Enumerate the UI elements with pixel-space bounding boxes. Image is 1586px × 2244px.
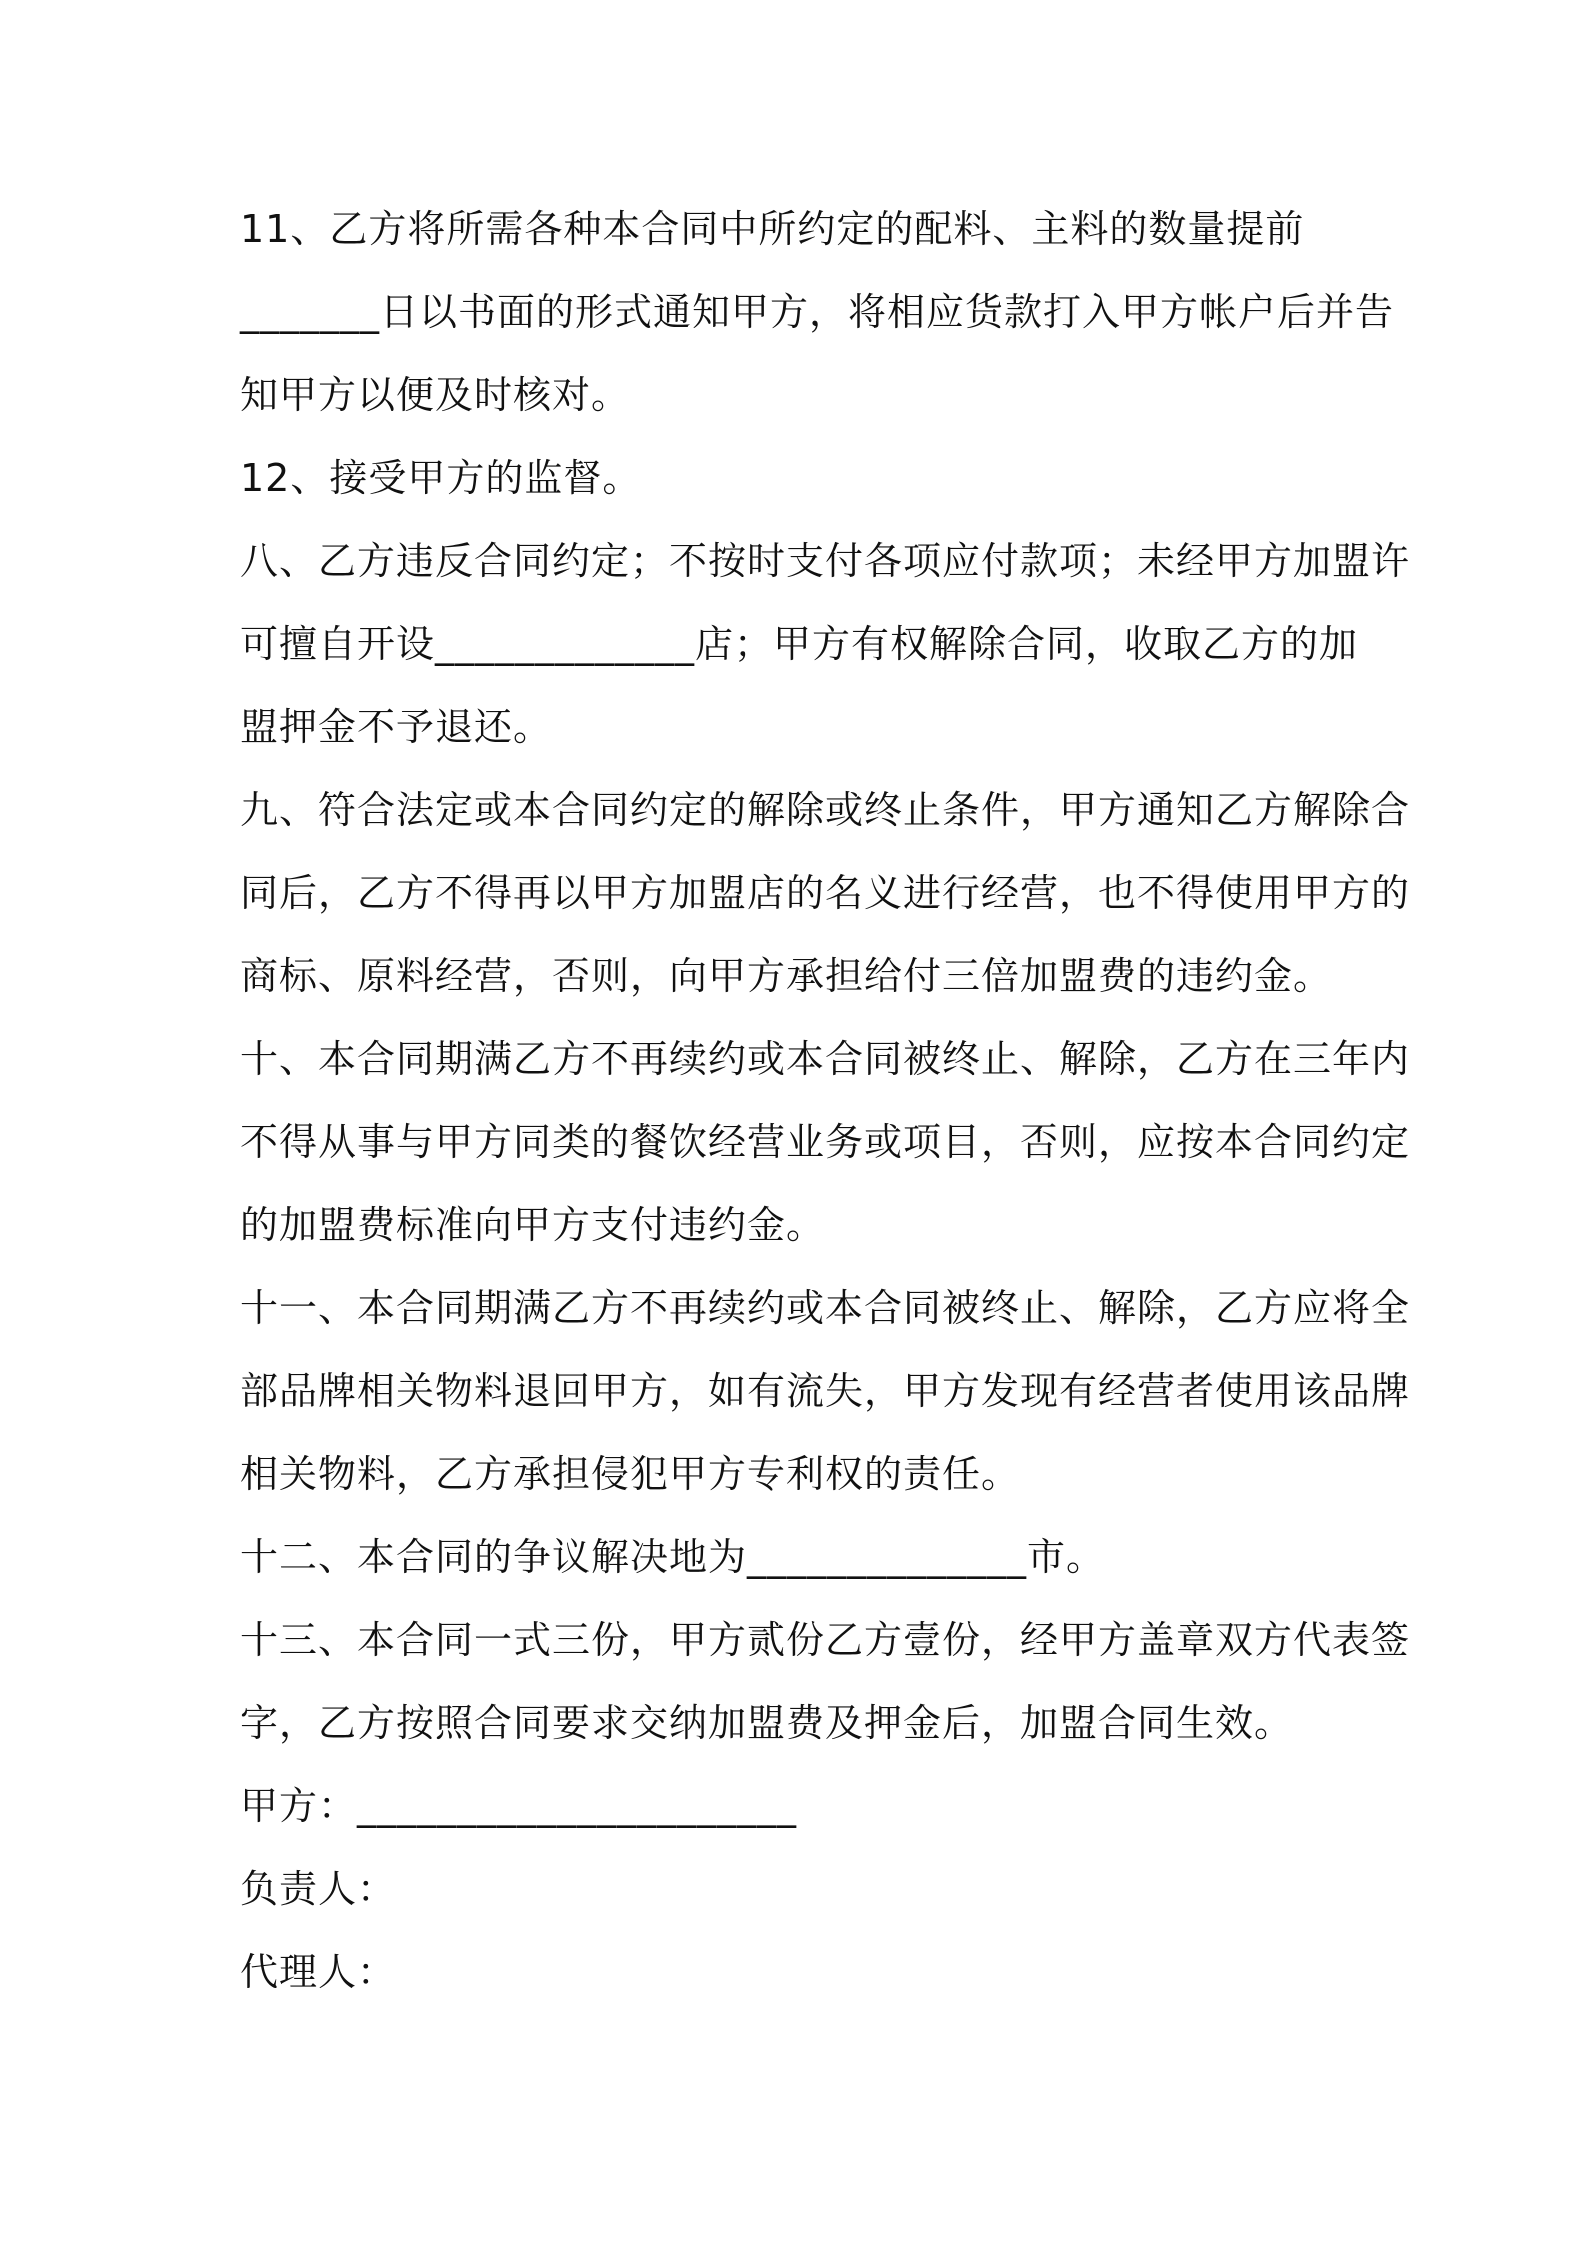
- text-line: 不得从事与甲方同类的餐饮经营业务或项目，否则，应按本合同约定: [240, 1120, 1411, 1164]
- text-line: 九、符合法定或本合同约定的解除或终止条件，甲方通知乙方解除合: [240, 788, 1411, 832]
- contract-text: [240, 188, 1411, 2014]
- signature-line: 甲方：______________________: [240, 1784, 798, 1828]
- clause-13-cn-paragraph: [240, 1599, 1411, 1765]
- text-line: 十三、本合同一式三份，甲方贰份乙方壹份，经甲方盖章双方代表签: [240, 1618, 1411, 1662]
- clause-12-cn-paragraph: [240, 1516, 1360, 1599]
- clause-11-cn-paragraph: [240, 1267, 1411, 1516]
- text-line: 十、本合同期满乙方不再续约或本合同被终止、解除，乙方在三年内: [240, 1037, 1411, 1081]
- text-line: 盟押金不予退还。: [240, 705, 553, 749]
- text-line: 可擅自开设_____________店；甲方有权解除合同，收取乙方的加: [240, 622, 1359, 666]
- clause-12-paragraph: [240, 437, 1360, 520]
- clause-10-paragraph: [240, 1018, 1411, 1267]
- text-line: 八、乙方违反合同约定；不按时支付各项应付款项；未经甲方加盟许: [240, 539, 1411, 583]
- text-line: 12、接受甲方的监督。: [240, 456, 642, 500]
- party-a-signature: [240, 1765, 1360, 1848]
- text-line: 知甲方以便及时核对。: [240, 373, 631, 417]
- text-line: 11、乙方将所需各种本合同中所约定的配料、主料的数量提前: [240, 207, 1305, 251]
- agent-signature: [240, 1931, 1360, 2014]
- signature-label: 代理人：: [240, 1950, 397, 1994]
- signature-label: 负责人：: [240, 1867, 397, 1911]
- text-line: 同后，乙方不得再以甲方加盟店的名义进行经营，也不得使用甲方的: [240, 871, 1411, 915]
- responsible-person-signature: [240, 1848, 1360, 1931]
- text-line: _______日以书面的形式通知甲方，将相应货款打入甲方帐户后并告: [240, 290, 1395, 334]
- text-line: 商标、原料经营，否则，向甲方承担给付三倍加盟费的违约金。: [240, 954, 1333, 998]
- clause-9-paragraph: [240, 769, 1411, 1018]
- clause-8-paragraph: [240, 520, 1411, 769]
- text-line: 相关物料，乙方承担侵犯甲方专利权的责任。: [240, 1452, 1021, 1496]
- text-line: 的加盟费标准向甲方支付违约金。: [240, 1203, 826, 1247]
- text-line: 十二、本合同的争议解决地为______________市。: [240, 1535, 1106, 1579]
- text-line: 字，乙方按照合同要求交纳加盟费及押金后，加盟合同生效。: [240, 1701, 1294, 1745]
- text-line: 部品牌相关物料退回甲方，如有流失，甲方发现有经营者使用该品牌: [240, 1369, 1411, 1413]
- clause-11-paragraph: [240, 188, 1395, 437]
- text-line: 十一、本合同期满乙方不再续约或本合同被终止、解除，乙方应将全: [240, 1286, 1411, 1330]
